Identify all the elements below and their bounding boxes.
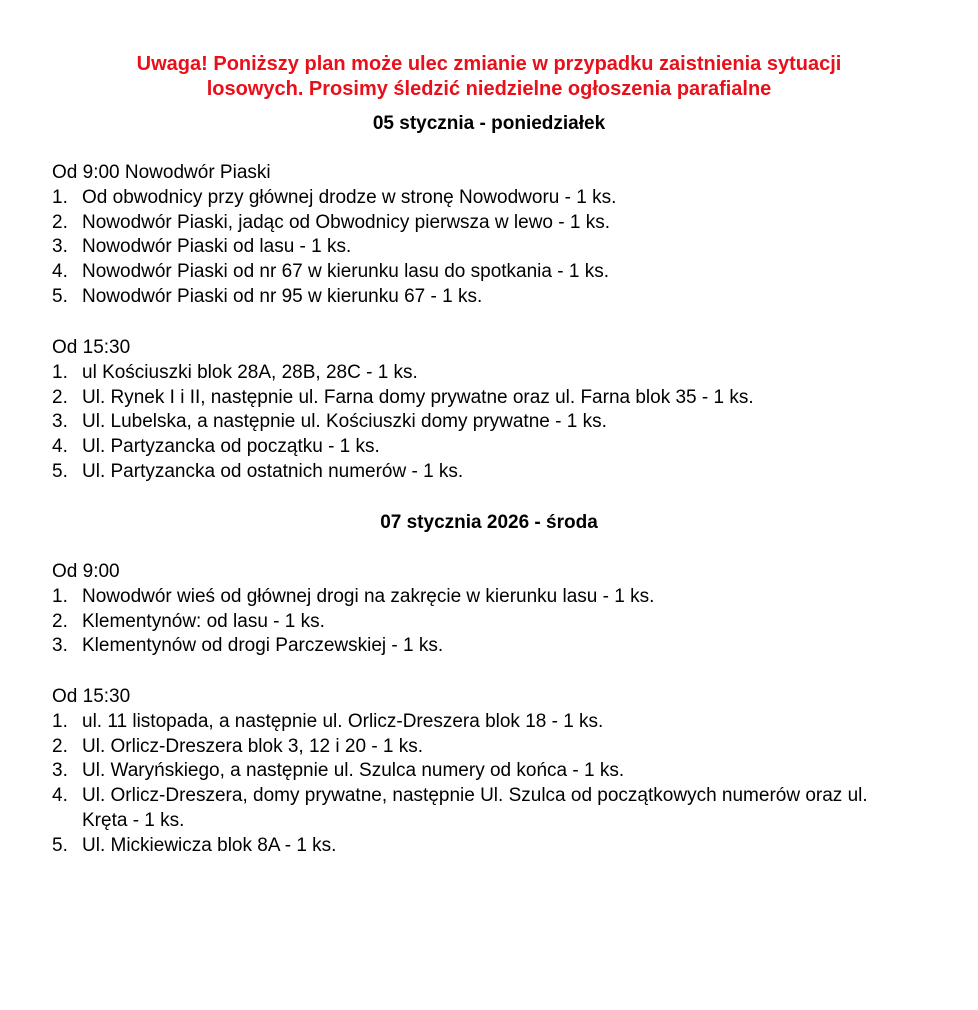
block-head: Od 9:00 Nowodwór Piaski [52,162,271,183]
item-number: 3. [52,411,68,433]
item-number: 1. [52,361,68,383]
schedule-block-day2-morning [52,560,912,659]
list-item [52,834,912,859]
list-item [52,435,912,460]
notice-line-2: losowych. Prosimy śledzić niedzielne ogłoszenia parafialne [206,78,772,100]
item-number: 5. [52,834,68,856]
block-head: Od 15:30 [52,686,131,707]
item-number: 2. [52,735,68,757]
item-number: 3. [52,760,68,782]
list-item [52,759,912,784]
item-text: Nowodwór wieś od głównej drogi na zakręcie w kierunku lasu - 1 ks. [82,585,655,607]
item-text: ul Kościuszki blok 28A, 28B, 28C - 1 ks. [82,361,418,383]
list-item [52,585,912,610]
item-number: 4. [52,785,68,807]
day-heading-1: 05 stycznia - poniedziałek [372,113,606,134]
list-item [52,186,912,211]
list-item [52,386,912,411]
notice-warning [0,52,978,102]
item-text: Od obwodnicy przy głównej drodze w stronę Nowodworu - 1 ks. [82,186,617,208]
item-number: 2. [52,386,68,408]
list-item [52,710,912,735]
item-number: 2. [52,610,68,632]
list-item [52,235,912,260]
item-number: 1. [52,710,68,732]
item-text: Ul. Partyzancka od początku - 1 ks. [82,436,380,458]
list-item [52,735,912,760]
list-item [52,285,912,310]
item-number: 1. [52,186,68,208]
item-text: Ul. Partyzancka od ostatnich numerów - 1 ks. [82,460,464,482]
item-number: 1. [52,585,68,607]
block-head: Od 9:00 [52,561,120,582]
list-item [52,610,912,635]
item-text: Ul. Lubelska, a następnie ul. Kościuszki domy prywatne - 1 ks. [82,411,607,433]
notice-line-1: Uwaga! Poniższy plan może ulec zmianie w przypadku zaistnienia sytuacji [136,53,842,75]
item-number: 5. [52,285,68,307]
schedule-block-day2-afternoon [52,685,912,859]
item-text: Klementynów: od lasu - 1 ks. [82,610,325,632]
item-text: ul. 11 listopada, a następnie ul. Orlicz-Dreszera blok 18 - 1 ks. [82,710,604,732]
item-text: Ul. Waryńskiego, a następnie ul. Szulca numery od końca - 1 ks. [82,760,625,782]
schedule-block-day1-afternoon [52,336,912,485]
item-text: Nowodwór Piaski, jadąc od Obwodnicy pierwsza w lewo - 1 ks. [82,211,610,233]
item-text: Ul. Orlicz-Dreszera, domy prywatne, następnie Ul. Szulca od początkowych numerów oraz ul. Kręta - 1 ks. [82,785,868,831]
item-number: 5. [52,460,68,482]
list-item [52,784,912,834]
item-text: Klementynów od drogi Parczewskiej - 1 ks. [82,635,444,657]
list-item [52,361,912,386]
block-head: Od 15:30 [52,337,131,358]
item-text: Nowodwór Piaski od nr 67 w kierunku lasu do spotkania - 1 ks. [82,261,609,283]
item-text: Ul. Mickiewicza blok 8A - 1 ks. [82,834,337,856]
item-number: 3. [52,236,68,258]
day-heading-2: 07 stycznia 2026 - środa [380,512,598,533]
list-item [52,410,912,435]
item-text: Ul. Rynek I i II, następnie ul. Farna domy prywatne oraz ul. Farna blok 35 - 1 ks. [82,386,754,408]
item-number: 4. [52,261,68,283]
item-text: Nowodwór Piaski od nr 95 w kierunku 67 - 1 ks. [82,285,483,307]
item-text: Ul. Orlicz-Dreszera blok 3, 12 i 20 - 1 ks. [82,735,424,757]
list-item [52,460,912,485]
item-number: 3. [52,635,68,657]
item-number: 4. [52,436,68,458]
list-item [52,634,912,659]
item-text: Nowodwór Piaski od lasu - 1 ks. [82,236,352,258]
list-item [52,260,912,285]
item-number: 2. [52,211,68,233]
list-item [52,211,912,236]
schedule-block-day1-morning [52,161,912,310]
